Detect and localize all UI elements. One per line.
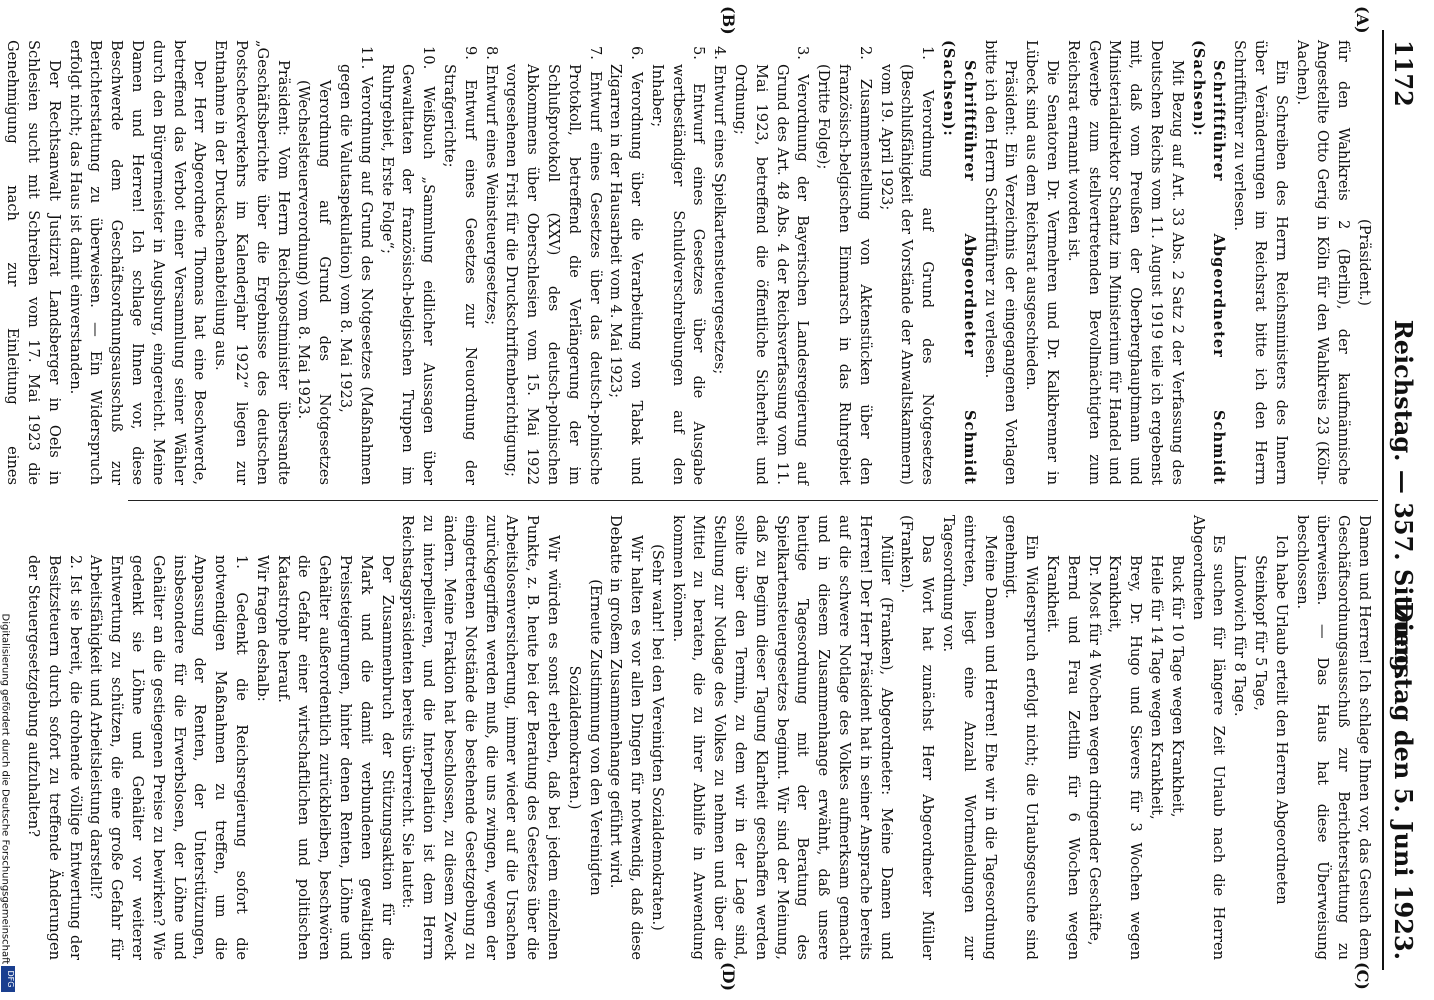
leave-entry: Dr. Most für 4 Wochen wegen dringender Geschäfte, (1085, 555, 1103, 946)
interjection: (Erneute Zustimmung von den Vereinigten Sozialdemokraten.) (565, 579, 604, 896)
list-item: 2. Ist sie bereit, die drohende völlige Entwertung der Besitzsteuern durch sofort zu treffende Änderungen der Steuergesetzgebung aufzuhalten? (25, 555, 84, 960)
digitization-credit (0, 605, 14, 995)
list-item: 2. Zusammenstellung von Aktenstücken über den französisch-belgischen Einmarsch in das Ruhrgebiet (Dritte Folge); (815, 46, 874, 485)
list-item: Verordnung auf Grund des Notgesetzes (Wechselsteuerverordnung) vom 8. Mai 1923. (295, 80, 334, 485)
margin-mark-c: (C) (1353, 962, 1372, 990)
paragraph: Damen und Herren! Ich schlage Ihnen vor, das Gesuch dem Geschäftsordnungsausschuß zur Berichterstattung zu überweisen. — Das Haus hat diese Überweisung beschlossen. (1293, 515, 1373, 960)
speaker-line: Schriftführer Abgeordneter Schmidt (Sachsen): (1189, 40, 1228, 485)
paragraph: (Präsident.) (1356, 219, 1373, 306)
quoted-paragraph: Wir fragen deshalb: (253, 555, 271, 702)
paragraph: Ein Schreiben des Herrn Reichsministers des Innern über Veränderungen im Reichsrat bitte ich den Herrn Schriftführer zu verlesen. (1231, 40, 1290, 485)
dfg-logo-icon (1, 966, 15, 992)
interjection: (Sehr wahr! bei den Vereinigten Sozialdemokraten.) (648, 544, 666, 931)
credit-text: Digitalisierung gefördert durch die Deutsche Forschungsgemeinschaft (0, 613, 11, 965)
list-item: 10. Weißbuch „Sammlung eidlicher Aussagen über Gewalttaten der französisch-belgischen Truppen im Ruhrgebiet, Erste Folge“; (378, 46, 438, 485)
list-item: 6. Verordnung über die Verarbeitung von Tabak und Zigarren in der Hausarbeit vom 4. Mai 1923; (607, 46, 646, 485)
paragraph: Wir halten es vor allen Dingen für notwendig, daß diese Debatte in großem Zusammenhange geführt wird. (607, 515, 646, 960)
paragraph: Es suchen für längere Zeit Urlaub nach die Herren Abgeordneten (1189, 515, 1228, 960)
leave-entry: Lindowich für 8 Tage. (1231, 555, 1249, 717)
paragraph: Der Herr Abgeordnete Thomas hat eine Beschwerde, betreffend das Verbot einer Versammlung seiner Wähler durch den Bürgermeister in Augsburg, eingereicht. Meine Damen und Herren! Ich schlage Ihnen vor, diese Beschwerde dem Geschäftsordnungsausschuß zur Berichterstattung zu überweisen. — Ein Widerspruch erfolgt nicht; das Haus ist damit einverstanden. (66, 40, 209, 485)
margin-mark-d: (D) (719, 962, 738, 992)
margin-mark-b: (B) (719, 6, 738, 35)
paragraph: Präsident: Vom Herrn Reichspostminister übersandte „Geschäftsberichte über die Ergebnisse des deutschen Postscheckverkehrs im Kalenderjahr 1922“ liegen zur Entnahme in der Drucksachenabteilung aus. (212, 40, 292, 485)
margin-mark-a: (A) (1353, 6, 1372, 34)
leave-entry: Buck für 10 Tage wegen Krankheit, (1168, 555, 1186, 818)
paragraph: Meine Damen und Herren! Ehe wir in die Tagesordnung eintreten, liegt eine Anzahl Wortmeldungen zur Tagesordnung vor. (940, 515, 999, 960)
list-item: 1. Gedenkt die Reichsregierung sofort die notwendigen Maßnahmen zu treffen, um die Anpassung der Renten, der Unterstützungen, insbesondere für die Erwerbslosen, der Löhne und Gehälter an die gestiegenen Preise zu bewirken? Wie gedenkt sie Löhne und Gehälter vor weiterer Entwertung zu schützen, die eine große Gefahr für Arbeitsfähigkeit und Arbeitsleistung darstellt? (87, 555, 250, 960)
paragraph: Wir würden es sonst erleben, daß bei jedem einzelnen Punkte, z. B. heute bei der Beratung des Gesetzes über die Arbeitslosenversicherung, immer wieder auf die Ursachen zurückgegriffen werden muß, die uns zwingen, wegen der eingetretenen Notstände die bestehende Gesetzgebung zu ändern. Meine Fraktion hat beschlossen, zu diesem Zweck zu interpellieren, und die Interpellation ist dem Herrn Reichstagspräsidenten bereits überreicht. Sie lautet: (399, 515, 562, 960)
paragraph: Mit Bezug auf Art. 33 Abs. 2 Satz 2 der Verfassung des Deutschen Reichs vom 11. August 1919 teile ich ergebenst mit, daß vom Preußen der Oberberghauptmann und Ministerialdirektor Schantz im Ministerium für Handel und Gewerbe zum stellvertretenden Bevollmächtigten zum Reichsrat ernannt worden ist. (1064, 40, 1186, 485)
list-item: 3. Verordnung der Bayerischen Landesregierung auf Grund des Art. 48 Abs. 4 der Reichsverfassung vom 11. Mai 1923, betreffend die öffentliche Sicherheit und Ordnung; (732, 46, 812, 485)
list-item: 9. Entwurf eines Gesetzes zur Neuordnung der Strafgerichte; (440, 46, 479, 485)
leave-entry: Bernd und Frau Zettlin für 6 Wochen wegen Krankheit. (1044, 555, 1082, 960)
page-title: Reichstag. — 357. Sitzung. (1389, 319, 1418, 681)
leave-entry: Brey, Dr. Hugo und Sievers für 3 Wochen wegen Krankheit, (1106, 555, 1145, 960)
list-item: 8. Entwurf eines Weinsteuergesetzes; (482, 46, 500, 326)
paragraph: Ich habe Urlaub erteilt den Herren Abgeordneten (1272, 535, 1290, 905)
paragraph: Ein Widerspruch erfolgt nicht; die Urlaubsgesuche sind genehmigt. (1002, 515, 1041, 960)
leave-entry: Heile für 14 Tage wegen Krankheit, (1148, 555, 1166, 820)
paragraph: Die Senatoren Dr. Vermehren und Dr. Kalkbrenner in Lübeck sind aus dem Reichsrat ausgeschieden. (1023, 40, 1062, 485)
page-number: 1172 (1389, 40, 1418, 107)
quoted-paragraph: Der Zusammenbruch der Stützungsaktion für die Mark und die damit verbundenen gewaltigen Preissteigerungen, hinter denen Renten, Löhne und Gehälter außerordentlich zurückbleiben, beschwören die Gefahr einer wirtschaftlichen und politischen Katastrophe herauf. (274, 555, 396, 960)
list-item: 1. Verordnung auf Grund des Notgesetzes (Beschlußfähigkeit der Vorstände der Anwaltskammern) vom 19. April 1923; (877, 46, 937, 485)
paragraph: Das Wort hat zunächst Herr Abgeordneter Müller (Franken). (898, 515, 937, 960)
svg-text:DFG: DFG (6, 970, 15, 988)
speech-paragraph: Müller (Franken), Abgeordneter: Meine Damen und Herren! Der Herr Präsident hat in seiner Ansprache bereits auf die schwere Notlage des Volkes aufmerksam gemacht und in diesem Zusammenhange erwähnt, daß unsere heutige Tagesordnung mit der Beratung des Spielkartensteuergesetzes beginnt. Wir sind der Meinung, daß zu Beginn dieser Tagung Klarheit geschaffen werden sollte über den Termin, zu dem wir in der Lage sind, Stellung zur Notlage des Volkes zu nehmen und über die Mittel zu beraten, die zu ihrer Abhilfe in Anwendung kommen können. (669, 515, 895, 960)
paragraph: Der Rechtsanwalt Justizrat Landsberger in Oels in Schlesien sucht mit Schreiben vom 17. Mai 1923 die Genehmigung nach zur Einleitung eines (4, 40, 63, 485)
session-date: Dienstag den 5. Juni 1923. (1389, 601, 1418, 960)
paragraph: Präsident: Ein Verzeichnis der eingegangenen Vorlagen bitte ich den Herrn Schriftführer zu verlesen. (981, 40, 1020, 485)
column-divider (128, 500, 1378, 501)
leave-entry: Steinkopf für 5 Tage, (1252, 555, 1270, 711)
text-column-right (22, 515, 1374, 960)
list-item: 11. Verordnung auf Grund des Notgesetzes (Maßnahmen gegen die Valutaspekulation) vom 8. Mai 1923, (336, 46, 375, 485)
list-item: 5. Entwurf eines Gesetzes über die Ausgabe wertbeständiger Schuldverschreibungen auf den Inhaber; (648, 46, 708, 485)
paragraph: für den Wahlkreis 2 (Berlin), der kaufmännische Angestellte Otto Gerig in Köln für den Wahlkreis 23 (Köln-Aachen). (1293, 40, 1353, 485)
speaker-line: Schriftführer Abgeordneter Schmidt (Sachsen): (940, 40, 978, 485)
list-item: 7. Entwurf eines Gesetzes über das deutsch-polnische Protokoll, betreffend die Verlängerung der im Schlußprotokoll (XXV) des deutsch-polnischen Abkommens über Oberschlesien vom 15. Mai 1922 vorgesehenen Frist für die Druckschriftenberichtigung; (503, 46, 604, 485)
text-column-left (0, 40, 1374, 485)
list-item: 4. Entwurf eines Spielkartensteuergesetzes; (711, 46, 729, 375)
page-header (1382, 30, 1424, 970)
